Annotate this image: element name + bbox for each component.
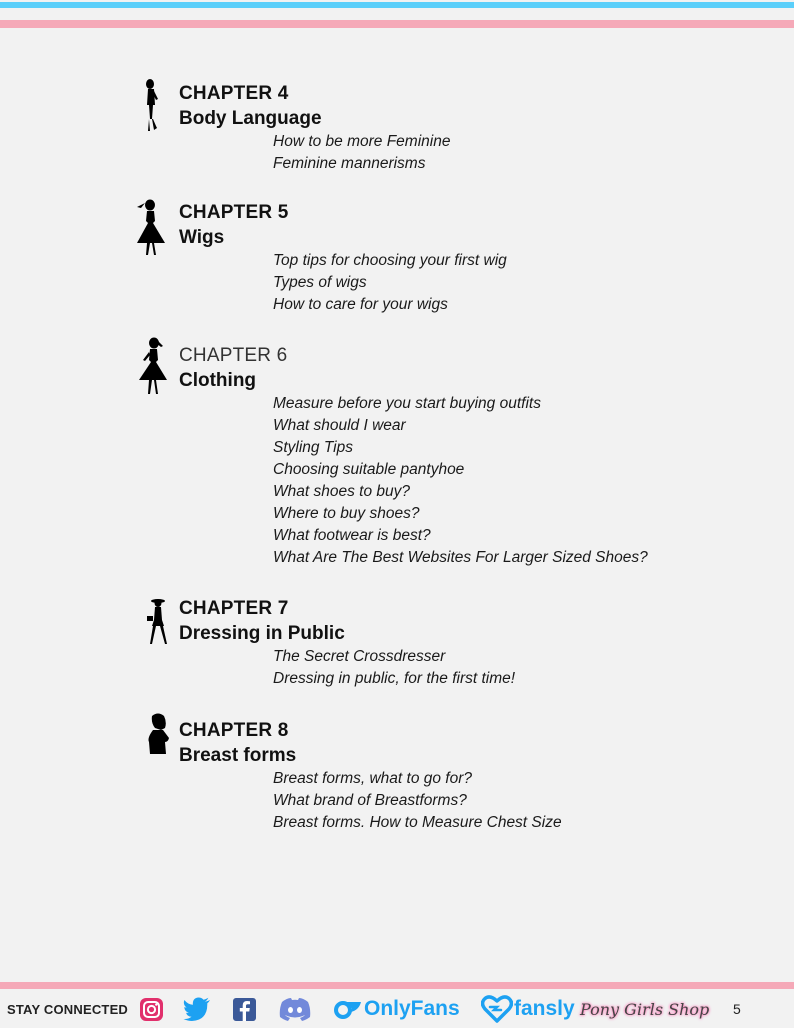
onlyfans-link[interactable] [334, 992, 362, 1026]
topic-item: Choosing suitable pantyhoe [273, 461, 465, 478]
footer [0, 992, 794, 1028]
discord-link[interactable] [278, 992, 312, 1026]
chapter-title: Dressing in Public [179, 623, 345, 644]
topic-list [273, 131, 450, 175]
topic-item: Breast forms, what to go for? [273, 770, 473, 787]
stay-connected-label: STAY CONNECTED [7, 1001, 129, 1017]
instagram-icon [139, 997, 164, 1022]
onlyfans-text[interactable]: OnlyFans [364, 997, 460, 1020]
topic-list [273, 250, 507, 316]
topic-item: What shoes to buy? [273, 483, 410, 500]
topic-item: Feminine mannerisms [273, 155, 426, 172]
fansly-icon [481, 995, 513, 1023]
topic-item: What footwear is best? [273, 527, 431, 544]
topic-item: Top tips for choosing your first wig [273, 252, 507, 269]
twitter-icon [183, 997, 211, 1021]
facebook-icon [232, 997, 257, 1022]
top-blue-stripe [0, 2, 794, 8]
topic-item: What Are The Best Websites For Larger Sized Shoes? [273, 549, 648, 566]
twitter-link[interactable] [183, 992, 211, 1026]
topic-item: The Secret Crossdresser [273, 648, 446, 665]
chapter-title: Body Language [179, 108, 322, 129]
chapter-label: CHAPTER 8 [179, 720, 289, 741]
topic-item: How to be more Feminine [273, 133, 451, 150]
topic-item: Breast forms. How to Measure Chest Size [273, 814, 562, 831]
shop-logo[interactable]: Pony Girls Shop [580, 999, 710, 1019]
onlyfans-icon [334, 998, 362, 1020]
chapter-label: CHAPTER 4 [179, 83, 289, 104]
chapter-label: CHAPTER 5 [179, 202, 289, 223]
woman-silhouette-icon [145, 596, 171, 646]
top-pink-stripe [0, 20, 794, 28]
instagram-link[interactable] [139, 992, 164, 1026]
woman-silhouette-icon [144, 712, 172, 764]
discord-icon [278, 996, 312, 1022]
page-number: 5 [733, 1001, 741, 1017]
woman-silhouette-icon [140, 79, 164, 133]
facebook-link[interactable] [232, 992, 257, 1026]
topic-item: What should I wear [273, 417, 406, 434]
woman-silhouette-icon [137, 336, 169, 396]
topic-item: How to care for your wigs [273, 296, 448, 313]
topic-list [273, 646, 515, 690]
topic-item: Styling Tips [273, 439, 353, 456]
fansly-text[interactable]: fansly [514, 997, 575, 1020]
topic-item: Where to buy shoes? [273, 505, 420, 522]
fansly-link[interactable] [481, 992, 513, 1026]
chapter-title: Breast forms [179, 745, 297, 766]
topic-item: What brand of Breastforms? [273, 792, 467, 809]
chapter-title: Wigs [179, 227, 225, 248]
bottom-pink-stripe [0, 982, 794, 989]
woman-silhouette-icon [135, 199, 167, 257]
topic-item: Types of wigs [273, 274, 367, 291]
chapter-label: CHAPTER 6 [179, 345, 288, 366]
chapter-label: CHAPTER 7 [179, 598, 289, 619]
chapter-title: Clothing [179, 370, 257, 391]
topic-item: Measure before you start buying outfits [273, 395, 541, 412]
topic-list [273, 768, 562, 834]
topic-list [273, 393, 648, 569]
topic-item: Dressing in public, for the first time! [273, 670, 516, 687]
